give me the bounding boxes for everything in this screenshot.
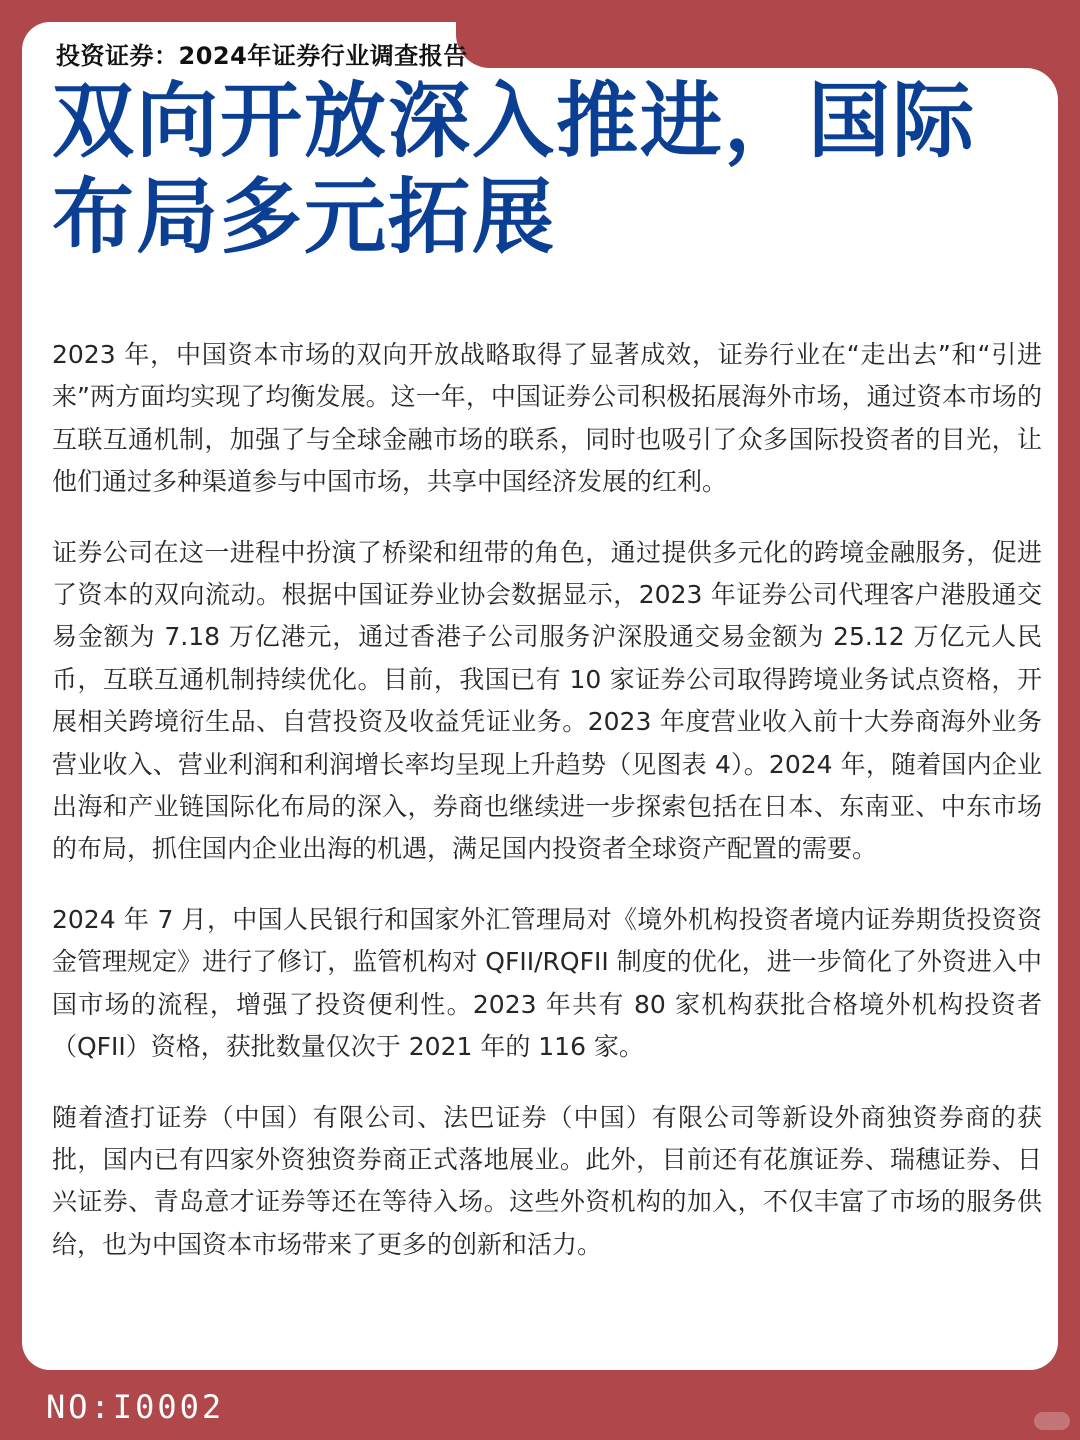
article-body <box>52 334 1042 1294</box>
page-title <box>52 74 1012 266</box>
title-line-1: 双向开放深入推进，国际 <box>52 74 977 169</box>
paragraph-1: 2023 年，中国资本市场的双向开放战略取得了显著成效，证券行业在“走出去”和“引进来”两方面均实现了均衡发展。这一年，中国证券公司积极拓展海外市场，通过资本市场的互联互通机制，加强了与全球金融市场的联系，同时也吸引了众多国际投资者的目光，让他们通过多种渠道参与中国市场，共享中国经济发展的红利。 <box>52 340 1042 497</box>
paragraph-4: 随着渣打证券（中国）有限公司、法巴证券（中国）有限公司等新设外商独资券商的获批，国内已有四家外资独资券商正式落地展业。此外，目前还有花旗证券、瑞穗证券、日兴证券、青岛意才证券等还在等待入场。这些外资机构的加入，不仅丰富了市场的服务供给，也为中国资本市场带来了更多的创新和活力。 <box>52 1102 1042 1259</box>
paragraph-2: 证券公司在这一进程中扮演了桥梁和纽带的角色，通过提供多元化的跨境金融服务，促进了资本的双向流动。根据中国证券业协会数据显示，2023 年证券公司代理客户港股通交易金额为 7.18 万亿港元，通过香港子公司服务沪深股通交易金额为 25.12 万亿元人民币，互联互通机制持续优化。目前，我国已有 10 家证券公司取得跨境业务试点资格，开展相关跨境衍生品、自营投资及收益凭证业务。2023 年度营业收入前十大券商海外业务营业收入、营业利润和利润增长率均呈现上升趋势（见图表 4）。2024 年，随着国内企业出海和产业链国际化布局的深入，券商也继续进一步探索包括在日本、东南亚、中东市场的布局，抓住国内企业出海的机遇，满足国内投资者全球资产配置的需要。 <box>52 537 1042 864</box>
card-notch <box>456 0 1058 68</box>
title-line-2: 布局多元拓展 <box>52 170 557 265</box>
watermark-logo <box>1034 1412 1070 1430</box>
report-tag: 投资证券：2024年证券行业调查报告 <box>56 42 468 70</box>
paragraph-3: 2024 年 7 月，中国人民银行和国家外汇管理局对《境外机构投资者境内证券期货投资资金管理规定》进行了修订，监管机构对 QFII/RQFII 制度的优化，进一步简化了外资进入中国市场的流程，增强了投资便利性。2023 年共有 80 家机构获批合格境外机构投资者（QFII）资格，获批数量仅次于 2021 年的 116 家。 <box>52 904 1042 1062</box>
page-number: NO:I0002 <box>46 1388 225 1426</box>
